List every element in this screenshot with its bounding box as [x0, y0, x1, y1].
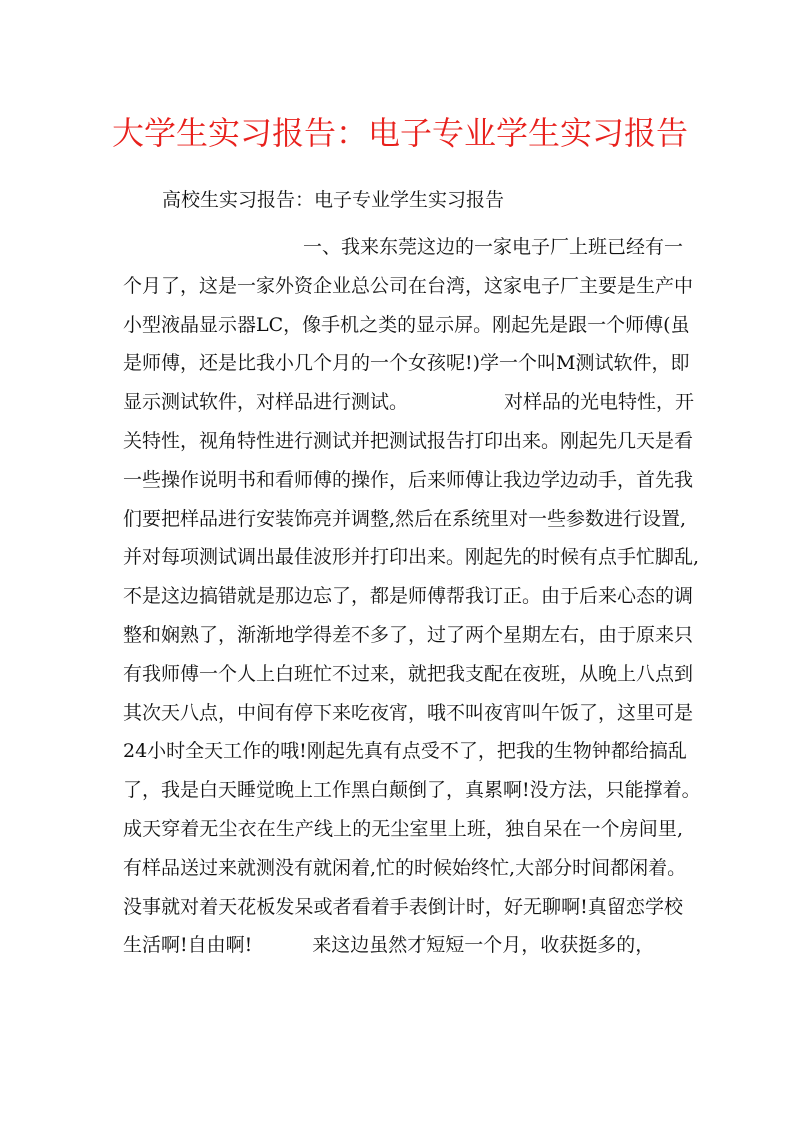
body-line-part: 显示测试软件，对样品进行测试。	[123, 391, 409, 414]
body-line-part: 来这边虽然才短短一个月，收获挺多的，	[312, 934, 655, 957]
body-line: 其次天八点，中间有停下来吃夜宵，哦不叫夜宵叫午饭了，这里可是	[123, 701, 694, 724]
body-line: 成天穿着无尘衣在生产线上的无尘室里上班，独自呆在一个房间里,	[123, 817, 683, 840]
body-line: 是师傅，还是比我小几个月的一个女孩呢!)学一个叫M测试软件，即	[123, 352, 690, 375]
body-line: 没事就对着天花板发呆或者看着手表倒计时，好无聊啊!真留恋学校	[123, 895, 683, 918]
body-line: 一、我来东莞这边的一家电子厂上班已经有一	[303, 236, 684, 258]
body-line: 不是这边搞错就是那边忘了，都是师傅帮我订正。由于后来心态的调	[123, 585, 694, 608]
document-body	[123, 228, 701, 965]
body-line: 了，我是白天睡觉晚上工作黑白颠倒了，真累啊!没方法，只能撑着。	[123, 779, 701, 802]
body-line: 关特性，视角特性进行测试并把测试报告打印出来。刚起先几天是看	[123, 429, 694, 452]
body-line: 小型液晶显示器LC，像手机之类的显示屏。刚起先是跟一个师傅(虽	[123, 313, 690, 336]
body-line: 并对每项测试调出最佳波形并打印出来。刚起先的时候有点手忙脚乱,	[123, 546, 700, 569]
body-line: 一些操作说明书和看师傅的操作，后来师傅让我边学边动手，首先我	[123, 468, 694, 491]
page-title: 大学生实习报告：电子专业学生实习报告	[111, 114, 688, 152]
body-line: 有我师傅一个人上白班忙不过来，就把我支配在夜班，从晚上八点到	[123, 662, 694, 685]
body-line-part: 对样品的光电特性，开	[504, 391, 695, 414]
body-line: 24小时全天工作的哦!刚起先真有点受不了，把我的生物钟都给搞乱	[123, 740, 687, 763]
body-line-part: 生活啊!自由啊!	[123, 934, 253, 957]
body-line: 个月了，这是一家外资企业总公司在台湾，这家电子厂主要是生产中	[123, 274, 694, 297]
body-line-split	[123, 926, 683, 965]
body-line: 整和娴熟了，渐渐地学得差不多了，过了两个星期左右，由于原来只	[123, 623, 694, 646]
document-subtitle: 高校生实习报告：电子专业学生实习报告	[162, 189, 505, 211]
body-line-split	[123, 383, 695, 422]
body-line: 有样品送过来就测没有就闲着,忙的时候始终忙,大部分时间都闲着。	[123, 856, 687, 879]
body-line: 们要把样品进行安装饰亮并调整,然后在系统里对一些参数进行设置,	[123, 507, 687, 530]
